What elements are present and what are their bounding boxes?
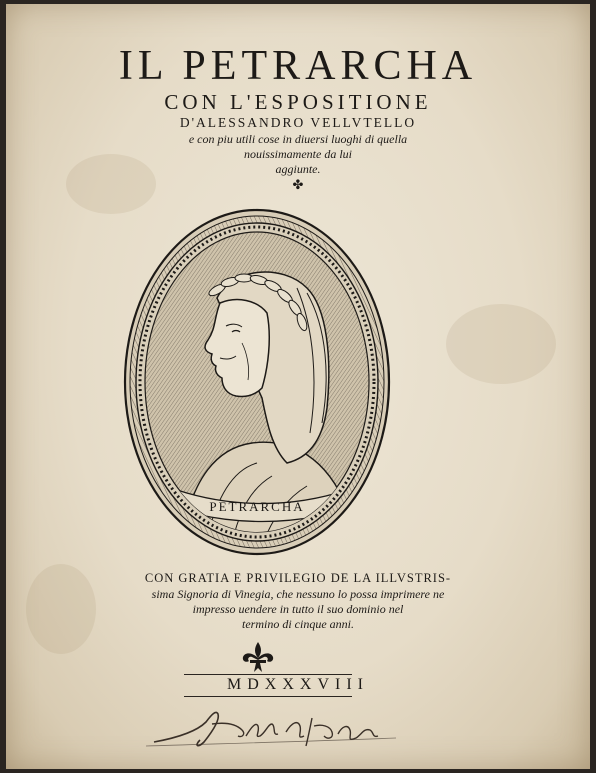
description-line: aggiunte. bbox=[275, 162, 321, 176]
portrait-label: PETRARCHA bbox=[209, 499, 305, 514]
signature-text: Ipolito Signe bbox=[146, 702, 153, 703]
title-page bbox=[6, 4, 590, 769]
author-line: D'ALESSANDRO VELLVTELLO bbox=[179, 115, 417, 130]
handwritten-signature bbox=[146, 702, 406, 752]
paper-stain bbox=[446, 304, 556, 384]
privilege-line: termino di cinque anni. bbox=[242, 617, 354, 631]
date-rule-top bbox=[184, 674, 352, 675]
privilege-line: sima Signoria di Vinegia, che nessuno lo possa imprimere ne bbox=[151, 587, 445, 601]
privilege-heading: CON GRATIA E PRIVILEGIO DE LA ILLVSTRIS- bbox=[144, 571, 452, 585]
fleuron-icon: ✤ bbox=[292, 178, 304, 193]
privilege-line: impresso uendere in tutto il suo dominio nel bbox=[192, 602, 404, 616]
description-line: e con piu utili cose in diuersi luoghi di quella bbox=[188, 132, 408, 146]
fleur-de-lis-icon bbox=[240, 640, 276, 674]
book-subtitle: CON L'ESPOSITIONE bbox=[164, 90, 432, 114]
publication-date: MDXXXVIII bbox=[227, 676, 369, 693]
description-line: nouissimamente da lui bbox=[244, 147, 352, 161]
portrait-medallion bbox=[122, 208, 392, 560]
book-title: IL PETRARCHA bbox=[118, 43, 478, 89]
date-rule-bottom bbox=[184, 696, 352, 697]
